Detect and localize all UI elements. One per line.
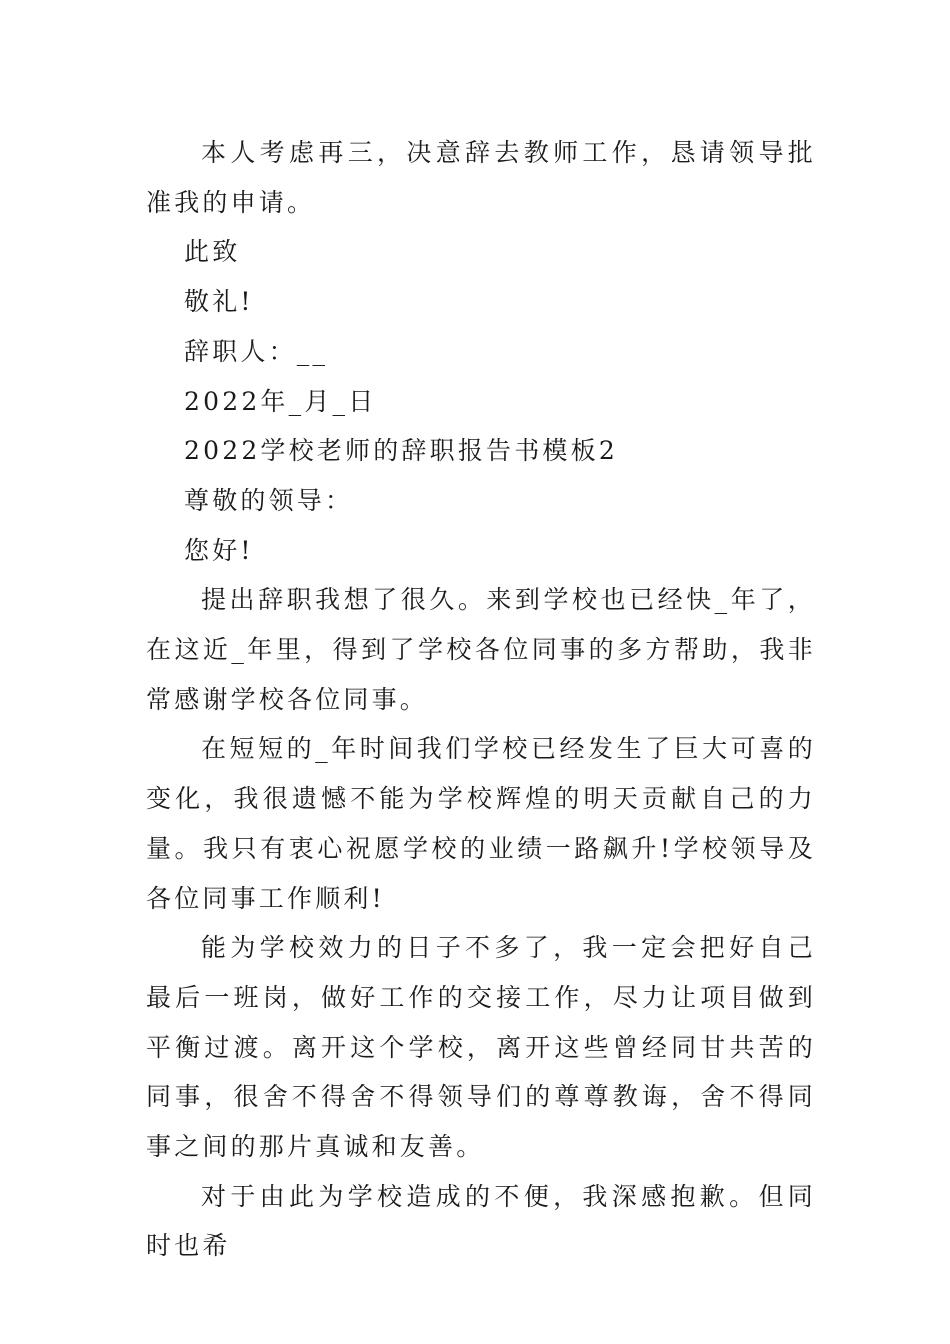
paragraph-apology: 对于由此为学校造成的不便，我深感抱歉。但同时也希 (146, 1181, 816, 1261)
closing-line-2: 敬礼! (184, 287, 254, 317)
document-page (146, 128, 816, 1271)
section-heading: 2022学校老师的辞职报告书模板2 (184, 436, 618, 466)
paragraph-handover: 能为学校效力的日子不多了，我一定会把好自己最后一班岗，做好工作的交接工作，尽力让项目做到平衡过渡。离开这个学校，离开这些曾经同甘共苦的同事，很舍不得舍不得领导们的尊尊教诲，舍不得同事之间的那片真诚和友善。 (146, 933, 816, 1162)
signer-line: 辞职人：__ (184, 336, 329, 366)
paragraph-thanks: 提出辞职我想了很久。来到学校也已经快_年了，在这近_年里，得到了学校各位同事的多方帮助，我非常感谢学校各位同事。 (146, 585, 816, 714)
closing-line-1: 此致 (184, 237, 241, 267)
paragraph-wishes: 在短短的_年时间我们学校已经发生了巨大可喜的变化，我很遗憾不能为学校辉煌的明天贡献自己的力量。我只有衷心祝愿学校的业绩一路飙升!学校领导及各位同事工作顺利! (146, 734, 816, 913)
salutation-line: 尊敬的领导： (184, 485, 354, 515)
greeting-line: 您好! (184, 535, 254, 565)
paragraph-request: 本人考虑再三，决意辞去教师工作，恳请领导批准我的申请。 (146, 138, 816, 217)
date-line: 2022年_月_日 (184, 386, 377, 416)
